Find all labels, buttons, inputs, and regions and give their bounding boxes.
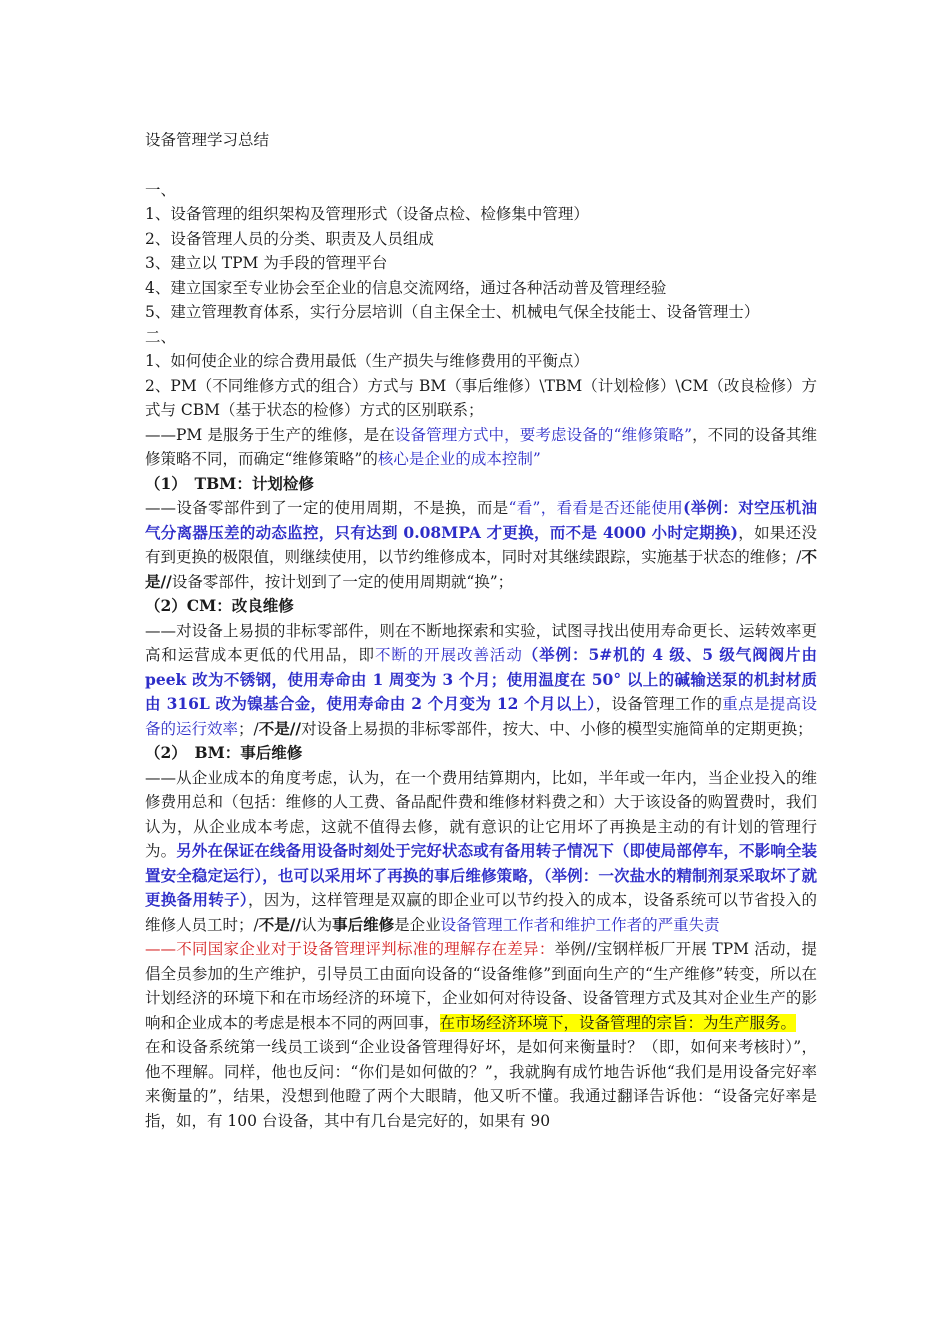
bm-not-label: 不是// bbox=[258, 914, 302, 934]
tbm-not-label: 不是// bbox=[145, 547, 817, 591]
cm-example-text: （举例：5#机的 4 级、5 级气阀阀片由 peek 改为不锈钢，使用寿命由 1 周变为 3 个月；使用温度在 50° 以上的碱输送泵的机封材质由 316L 改为镍基合金，使用寿命由 2 个月变为 12 个月以上） bbox=[145, 645, 817, 713]
tbm-text: ，如果还没有到更换的极限值，则继续使用，以节约维修成本，同时对其继续跟踪，实施基于状态的维修；/ bbox=[145, 523, 817, 566]
cm-not-label: 不是// bbox=[258, 718, 302, 738]
bm-text: 是企业 bbox=[394, 915, 441, 934]
bm-paragraph bbox=[145, 766, 817, 938]
bm-text: ——从企业成本的角度考虑，认为，在一个费用结算期内，比如，半年或一年内，当企业投入的维修费用总和（包括：维修的人工费、备品配件费和维修材料费之和）大于该设备的购置费时，我们认为，从企业成本考虑，这就不值得去修，就有意识的让它用坏了再换是主动的有计划的管理行为。 bbox=[145, 768, 817, 860]
tbm-paragraph bbox=[145, 496, 817, 594]
difference-text: 举例//宝钢样板厂开展 TPM 活动，提倡全员参加的生产维护，引导员工由面向设备的“设备维修”到面向生产的“生产维修”转变，所以在计划经济的环境下和在市场经济的环境下，企业如何对待设备、设备管理方式及其对企业生产的影响和企业成本的考虑是根本不同的两回事， bbox=[145, 940, 817, 1032]
list-item: 2、设备管理人员的分类、职责及人员组成 bbox=[145, 229, 434, 248]
bm-text: 认为 bbox=[301, 915, 333, 934]
tbm-text: ——设备零部件到了一定的使用周期，不是换，而是 bbox=[145, 499, 509, 517]
tbm-example-text: (举例：对空压机油气分离器压差的动态监控，只有达到 0.08MPA 才更换，而不是 4000 小时定期换) bbox=[145, 498, 817, 542]
pm-highlight-text: 设备管理方式中，要考虑设备的“维修策略” bbox=[394, 425, 693, 444]
tbm-text: 设备零部件，按计划到了一定的使用周期就“换”； bbox=[171, 572, 514, 591]
cm-heading: （2）CM：改良维修 bbox=[145, 596, 294, 615]
pm-text: ，不同的设备其维修策略不同，而确定“维修策略”的 bbox=[145, 425, 817, 468]
document-title: 设备管理学习总结 bbox=[145, 131, 270, 149]
document-body bbox=[145, 128, 817, 1133]
difference-red-text: ——不同国家企业对于设备管理评判标准的理解存在差异： bbox=[145, 940, 555, 958]
cm-text: ，设备管理工作的 bbox=[595, 695, 723, 713]
cm-text: 对设备上易损的非标零部件，按大、中、小修的模型实施简单的定期更换； bbox=[301, 719, 813, 738]
pm-highlight-text: 核心是企业的成本控制” bbox=[377, 450, 541, 468]
bm-highlight-text: 设备管理工作者和维护工作者的严重失责 bbox=[440, 915, 720, 934]
list-item: 2、PM（不同维修方式的组合）方式与 BM（事后维修）\TBM（计划检修）\CM（改良检修）方式与 CBM（基于状态的检修）方式的区别联系； bbox=[145, 376, 817, 419]
list-item: 5、建立管理教育体系，实行分层培训（自主保全士、机械电气保全技能士、设备管理士） bbox=[145, 303, 760, 321]
cm-paragraph bbox=[145, 619, 817, 742]
bm-example-text: 另外在保证在线备用设备时刻处于完好状态或有备用转子情况下（即使局部停车，不影响全装置安全稳定运行），也可以采用坏了再换的事后维修策略，（举例：一次盐水的精制剂泵采取坏了就更换备用转子） bbox=[145, 841, 817, 909]
tbm-highlight-text: “看”，看看是否还能使用 bbox=[508, 499, 684, 517]
section-1-heading: 一、 bbox=[145, 180, 177, 199]
pm-text: ——PM 是服务于生产的维修，是在 bbox=[145, 425, 395, 444]
cm-highlight-text: 重点是提高设备的运行效率 bbox=[145, 695, 817, 738]
cm-highlight-text: 不断的开展改善活动 bbox=[374, 646, 523, 664]
list-item: 1、设备管理的组织架构及管理形式（设备点检、检修集中管理） bbox=[145, 205, 589, 223]
tbm-heading: （1） TBM：计划检修 bbox=[145, 473, 314, 493]
list-item: 4、建立国家至专业协会至企业的信息交流网络，通过各种活动普及管理经验 bbox=[145, 278, 667, 297]
bm-heading: （2） BM：事后维修 bbox=[145, 743, 303, 762]
pm-paragraph bbox=[145, 423, 817, 472]
bm-text: ，因为，这样管理是双赢的即企业可以节约投入的成本，设备系统可以节省投入的维修人员工时；/ bbox=[145, 891, 817, 934]
last-paragraph: 在和设备系统第一线员工谈到“企业设备管理得好坏，是如何来衡量时？（即，如何来考核时）”，他不理解。同样，他也反问：“你们是如何做的？”，我就胸有成竹地告诉他“我们是用设备完好率来衡量的”，结果，没想到他瞪了两个大眼睛，他又听不懂。我通过翻译告诉他：“设备完好率是指，如，有 100 台设备，其中有几台是完好的，如果有 90 bbox=[145, 1038, 817, 1130]
section-2-heading: 二、 bbox=[145, 327, 177, 346]
cm-text: ；/ bbox=[238, 719, 259, 738]
list-item: 1、如何使企业的综合费用最低（生产损失与维修费用的平衡点） bbox=[145, 352, 589, 370]
cm-text: ——对设备上易损的非标零部件，则在不断地探索和实验，试图寻找出使用寿命更长、运转效率更高和运营成本更低的代用品，即 bbox=[145, 621, 817, 664]
difference-paragraph bbox=[145, 937, 817, 1035]
list-item: 3、建立以 TPM 为手段的管理平台 bbox=[145, 254, 388, 272]
difference-yellow-highlight: 在市场经济环境下，设备管理的宗旨：为生产服务。 bbox=[439, 1013, 797, 1032]
bm-bold-text: 事后维修 bbox=[332, 914, 395, 934]
